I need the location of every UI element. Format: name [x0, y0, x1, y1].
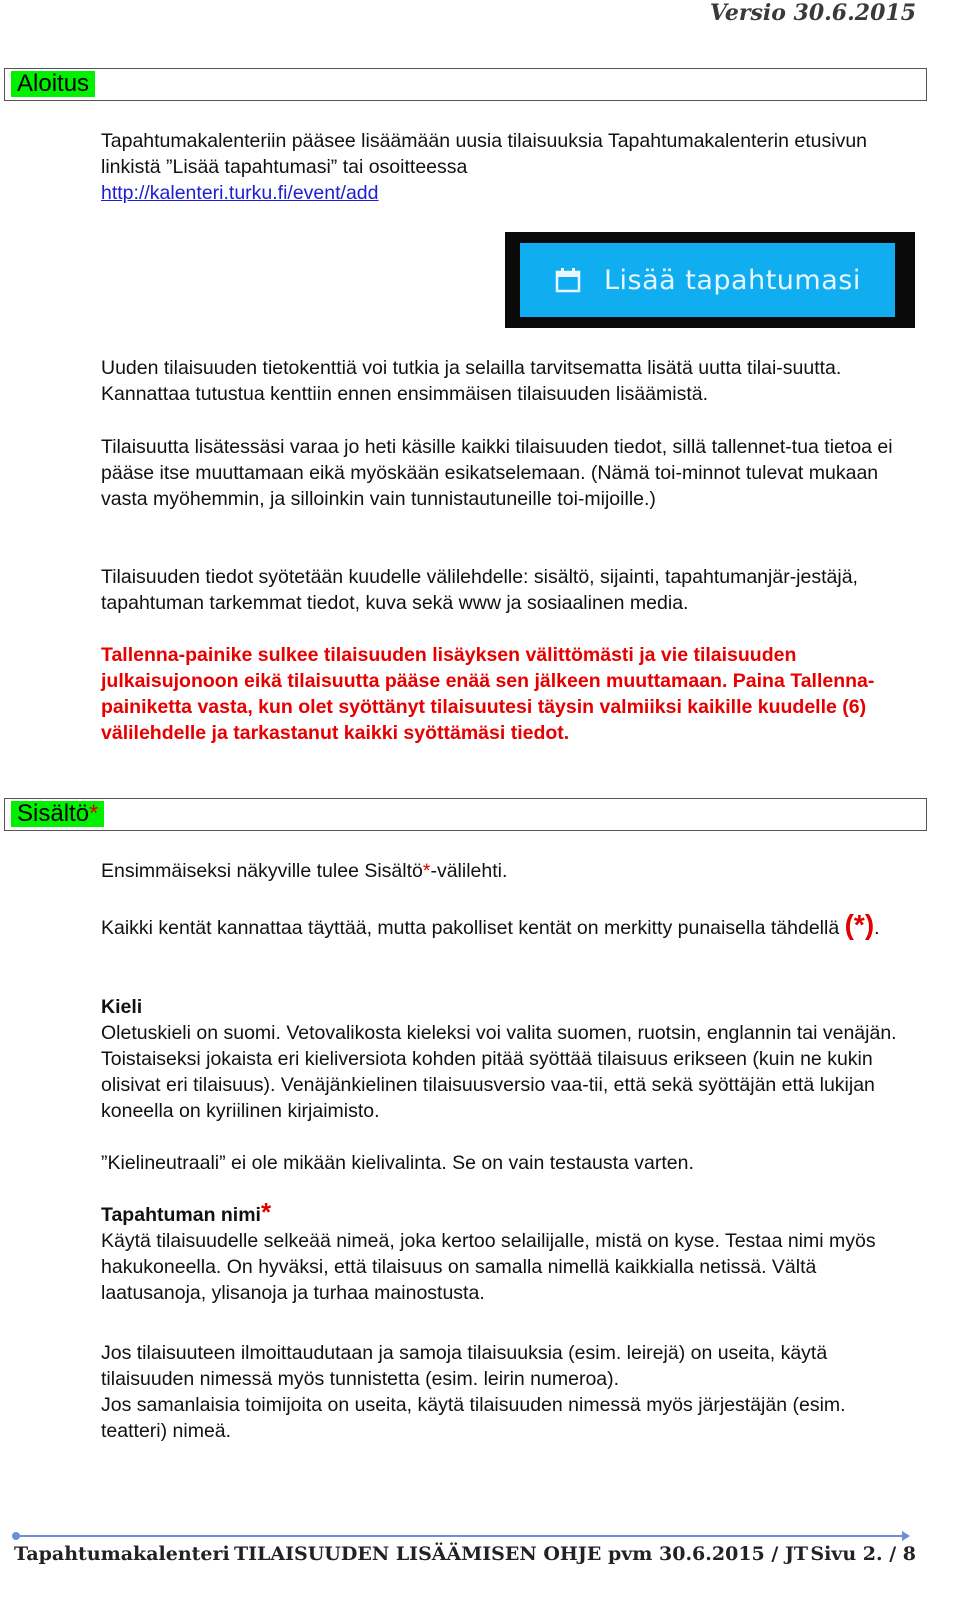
paragraph-tabs: Tilaisuuden tiedot syötetään kuudelle välilehdelle: sisältö, sijainti, tapahtumanjär-jestäjä, tapahtuman tarkemmat tiedot, kuva sekä www ja sosiaalinen media. [101, 566, 858, 614]
nimi-text2: Jos tilaisuuteen ilmoittaudutaan ja samoja tilaisuuksia (esim. leirejä) on useita, käytä tilaisuuden nimessä myös tunnistetta (esim. leirin numeroa). [101, 1342, 828, 1390]
period: . [874, 917, 880, 939]
section-title-text: Sisältö [17, 800, 90, 827]
add-event-button[interactable] [520, 243, 895, 317]
nimi-heading: Tapahtuman nimi [101, 1204, 261, 1226]
paren-close: ) [864, 909, 875, 940]
kieli-text: Oletuskieli on suomi. Vetovalikosta kieleksi voi valita suomen, ruotsin, englannin tai venäjän. Toistaiseksi jokaista eri kieliversiota kohden pitää syöttää tilaisuus erikseen (kuin ne kukin olisivat eri tilaisuus). Venäjänkielinen tilaisuusversio vaa-tii, että sekä syöttäjän että lukijan koneella on kyriilinen kirjaimisto. [101, 1022, 897, 1122]
paragraph-browse-fields: Uuden tilaisuuden tietokenttiä voi tutkia ja selailla tarvitsematta lisätä uutta tilai-suutta. Kannattaa tutustua kenttiin ennen ensimmäisen tilaisuuden lisäämistä. [101, 357, 842, 405]
footer-app-name: Tapahtumakalenteri [14, 1543, 230, 1565]
required-fields-text: Kaikki kentät kannattaa täyttää, mutta pakolliset kentät on merkitty punaisella tähdellä [101, 917, 845, 939]
nimi-extra [101, 1340, 913, 1444]
add-event-button-label: Lisää tapahtumasi [604, 264, 861, 296]
section-header-aloitus [4, 68, 927, 101]
paragraph-required-fields [101, 910, 913, 943]
footer-page-number: Sivu 2. / 8 [810, 1543, 916, 1565]
first-tab-text-end: -välilehti. [430, 860, 508, 882]
add-event-link[interactable]: http://kalenteri.turku.fi/event/add [101, 182, 379, 204]
section-header-sisalto [4, 798, 927, 831]
page-footer [14, 1543, 916, 1567]
footer-doc-title: TILAISUUDEN LISÄÄMISEN OHJE pvm 30.6.2015 / JT [234, 1543, 809, 1565]
required-star: * [422, 860, 431, 882]
nimi-text3: Jos samanlaisia toimijoita on useita, käytä tilaisuuden nimessä myös järjestäjän (esim. teatteri) nimeä. [101, 1394, 846, 1442]
footer-divider [10, 1531, 910, 1541]
save-warning: Tallenna-painike sulkee tilaisuuden lisäyksen välittömästi ja vie tilaisuuden julkaisujonoon eikä tilaisuutta pääse enää sen jälkeen muuttamaan. Paina Tallenna-painiketta vasta, kun olet syöttänyt tilaisuutesi täysin valmiiksi kaikille kuudelle (6) välilehdelle ja tarkastanut kaikki syöttämäsi tiedot. [101, 644, 875, 744]
nimi-text: Käytä tilaisuudelle selkeää nimeä, joka kertoo selailijalle, mistä on kyse. Testaa nimi myös hakukoneella. On hyväksi, että tilaisuus on samalla nimellä kaikkialla netissä. Vältä laatusanoja, ylisanoja ja turhaa mainostusta. [101, 1230, 876, 1304]
kieli-heading: Kieli [101, 996, 143, 1018]
add-event-button-screenshot [505, 232, 915, 328]
nimi-block [101, 1197, 913, 1306]
required-star: * [89, 800, 99, 827]
paragraph-first-tab [101, 858, 913, 884]
intro-paragraph [101, 128, 913, 206]
paragraph-prepare-info: Tilaisuutta lisätessäsi varaa jo heti käsille kaikki tilaisuuden tiedot, sillä tallennet-tua tietoa ei pääse itse muuttamaan eikä myöskään esikatselemaan. (Nämä toi-minnot tulevat mukaan vasta myöhemmin, ja silloinkin vain tunnistautuneille toi-mijoille.) [101, 436, 893, 510]
calendar-icon [554, 266, 582, 294]
section-title: Aloitus [11, 71, 95, 97]
required-star: * [260, 1197, 272, 1227]
required-star: * [853, 909, 865, 940]
section-title [11, 801, 104, 827]
first-tab-text: Ensimmäiseksi näkyville tulee Sisältö [101, 860, 423, 882]
intro-text: Tapahtumakalenteriin pääsee lisäämään uusia tilaisuuksia Tapahtumakalenterin etusivun linkistä ”Lisää tapahtumasi” tai osoitteessa [101, 130, 868, 178]
kieli-note: ”Kielineutraali” ei ole mikään kielivalinta. Se on vain testausta varten. [101, 1152, 694, 1174]
paren-open: ( [844, 909, 854, 940]
kieli-block [101, 994, 913, 1124]
version-label: Versio 30.6.2015 [709, 0, 916, 26]
